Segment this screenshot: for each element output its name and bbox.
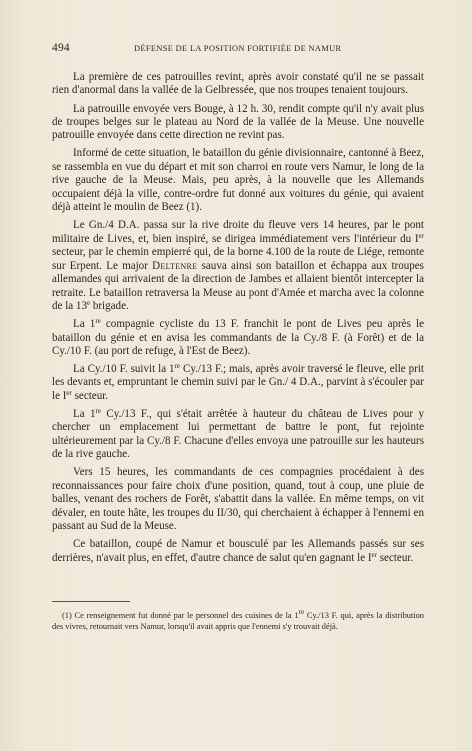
body-text: [52, 71, 424, 570]
paragraph-7: [52, 408, 424, 462]
paragraph-9-part-b: secteur.: [377, 551, 414, 564]
paragraph-6-part-c: secteur.: [71, 389, 109, 402]
superscript: re: [95, 317, 101, 326]
footnote: [52, 610, 424, 633]
paragraph-5-part-a: La 1: [73, 318, 96, 331]
paragraph-4: [52, 219, 424, 313]
paragraph-1: La première de ces patrouilles revint, après avoir constaté qu'il ne se passait rien d'anormal dans la vallée de la Gelbressée, que nos troupes tenaient toujours.: [52, 71, 424, 97]
person-name: Deltenre: [152, 259, 198, 272]
footnote-rule: [52, 601, 130, 602]
paragraph-2: La patrouille envoyée vers Bouge, à 12 h. 30, rendit compte qu'il n'y avait plus de troupes belges sur le plateau au Nord de la vallée de la Meuse. Une nouvelle patrouille envoyée dans cette direction ne revint pas.: [52, 102, 424, 142]
superscript: re: [174, 362, 181, 371]
paragraph-5: [52, 318, 424, 358]
superscript: er: [66, 388, 72, 397]
paragraph-6: [52, 363, 424, 403]
page-number: 494: [52, 42, 70, 54]
paragraph-7-part-b: Cy./13 F., qui s'était arrêtée à hauteur du château de Lives pour y chercher un emplacement lui permettant de battre le pont, fut rejointe ultérieurement par la Cy./8 F. Chacune d'elles envoya une patrouille sur les hauteurs de la rive gauche.: [52, 407, 424, 461]
paragraph-7-part-a: La 1: [73, 407, 96, 420]
running-title: DÉFENSE DE LA POSITION FORTIFIÉE DE NAMUR: [134, 44, 342, 53]
paragraph-9-part-a: Ce bataillon, coupé de Namur et bousculé par les Allemands passés sur ses derrières, n'avait plus, en effet, d'autre chance de salut qu'en gagnant le I: [52, 538, 424, 564]
paragraph-5-part-b: compagnie cycliste du 13 F. franchit le pont de Lives peu après le bataillon du génie et en avisa les commandants de la Cy./8 F. (à Forêt) et de la Cy./10 F. (au port de refuge, à l'Est de Beez).: [52, 318, 424, 357]
footnote-part-b: Cy./13 F. qui, après la distribution des vivres, retournait vers Namur, lorsqu'il avait appris que l'ennemi s'y trouvait déjà.: [52, 611, 424, 632]
paragraph-6-part-b: Cy./13 F.; mais, après avoir traversé le fleuve, elle prit les devants et, empruntant le chemin suivi par le Gn./ 4 D.A., parvint à s'écouler par le I: [52, 363, 424, 402]
paragraph-3: Informé de cette situation, le bataillon du génie divisionnaire, cantonné à Beez, se rassembla en vue du départ et mit son charroi en route vers Namur, le long de la rive gauche de la Meuse. Mais, peu après, à la nouvelle que les Allemands occupaient déjà la ville, contre-ordre fut donné aux voitures du génie, qui avaient déjà atteint le moulin de Beez (1).: [52, 147, 424, 214]
superscript: er: [371, 550, 377, 559]
footnote-text: [52, 610, 424, 633]
footnote-part-a: (1) Ce renseignement fut donné par le personnel des cuisines de la 1: [62, 611, 299, 620]
paragraph-4-part-d: brigade.: [90, 300, 129, 313]
paragraph-9: [52, 538, 424, 565]
page-header: [52, 43, 424, 57]
superscript: er: [418, 231, 424, 240]
paragraph-4-part-b: secteur, par le chemin empierré qui, de la borne 4.100 de la route de Liége, remonte sur Erpent. Le major: [52, 246, 424, 272]
superscript: e: [86, 299, 91, 308]
paragraph-6-part-a: La Cy./10 F. suivit la 1: [73, 363, 175, 376]
superscript: re: [298, 608, 305, 616]
paragraph-4-part-a: Le Gn./4 D.A. passa sur la rive droite du fleuve vers 14 heures, par le pont militaire de Lives, et, bien inspiré, se dirigea immédiatement vers l'intérieur du I: [52, 219, 424, 245]
superscript: re: [95, 406, 102, 415]
paragraph-8: Vers 15 heures, les commandants de ces compagnies procédaient à des reconnaissances pour faire choix d'une position, quand, tout à coup, une pluie de balles, venant des rochers de Forêt, s'abattit dans la vallée. En même temps, on vit dévaler, en toute hâte, les troupes du II/30, qui cherchaient à échapper à l'ennemi en passant au Sud de la Meuse.: [52, 466, 424, 533]
paragraph-4-part-c: sauva ainsi son bataillon et échappa aux troupes allemandes qui arrivaient de la direction de Jambes et allaient bientôt intercepter la retraite. Le bataillon retraversa la Meuse au pont d'Amée et marcha avec la colonne de la 13: [52, 259, 424, 313]
